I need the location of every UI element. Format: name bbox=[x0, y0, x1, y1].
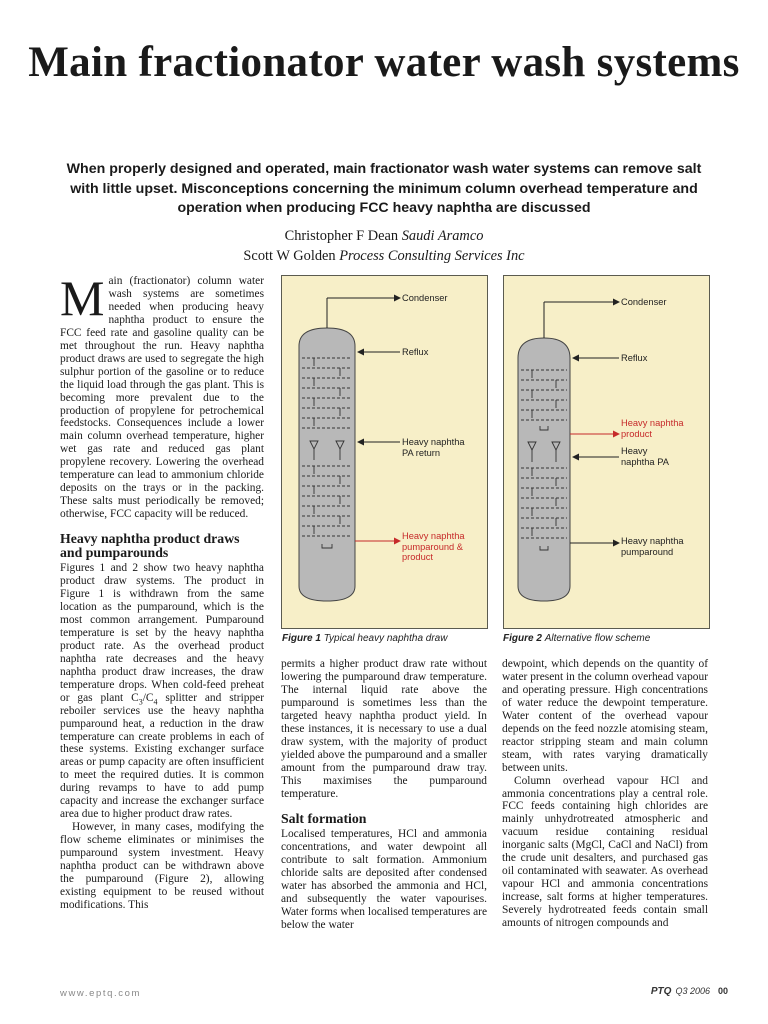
author-1 bbox=[0, 226, 768, 246]
text-column-3 bbox=[502, 658, 708, 930]
product-label: Heavy naphtha product bbox=[621, 418, 684, 439]
column-vessel bbox=[518, 338, 570, 601]
body-paragraph: However, in many cases, modifying the flow scheme eliminates or minimises the pumparound system investment. Heavy naphtha product can be withdrawn above the pumparound (Figure 2), allowing existing equipment to be reused without modifications. This bbox=[60, 821, 264, 911]
intro-paragraph bbox=[60, 270, 264, 521]
body-paragraph: dewpoint, which depends on the quantity of water present in the column overhead vapour and operating pressure. High concentrations of water reduce the dewpoint temperature. Water content of the overhead vapour depends on the feed nozzle atomising steam, reactor stripping steam and main column steam, with rates varying dramatically between units. bbox=[502, 658, 708, 774]
footer-website: www.eptq.com bbox=[60, 988, 141, 999]
reflux-label: Reflux bbox=[402, 347, 429, 357]
body-paragraph: Localised temperatures, HCl and ammonia concentrations, and water dewpoint all contribute to salt formation. Ammonium chloride salts are deposited after condensed water has absorbed the ammonia and HCl, and subsequently the water vapourises. Water forms when localised temperatures are below the water bbox=[281, 828, 487, 932]
author-2 bbox=[0, 246, 768, 266]
condenser-label: Condenser bbox=[402, 293, 448, 303]
body-paragraph: Figures 1 and 2 show two heavy naphtha product draw systems. The product in Figure 1 is withdrawn from the same location as the pumparound, which is the most common arrangement. Pumparound temperature is set by the heavy naphtha product rate. As the overhead product naphtha rate decreases and the heavy naphtha product draw increases, the draw temperature drops. When cold-feed preheat or gas plant $C_3/C_4$ splitter and stripper reboiler services use the heavy naphtha pumparound heat, a reduction in the draw temperature can create problems in each of these systems. Existing exchanger surface areas or pump capacity are often insufficient to meet the required duties. It is common during revamps to have to add pump capacity and increase the exchanger surface area due to higher product draw rates. bbox=[60, 562, 264, 821]
author-name: Christopher F Dean bbox=[284, 228, 399, 244]
article-title: Main fractionator water wash systems bbox=[28, 39, 740, 86]
figure-1 bbox=[281, 275, 488, 629]
condenser-label: Condenser bbox=[621, 297, 667, 307]
column-vessel bbox=[299, 328, 355, 601]
author-affiliation: Process Consulting Services Inc bbox=[339, 248, 525, 264]
author-affiliation: Saudi Aramco bbox=[401, 228, 484, 244]
magazine-name: PTQ bbox=[650, 986, 672, 997]
figure-2 bbox=[503, 275, 710, 629]
pa-label: Heavy naphtha PA bbox=[621, 446, 669, 467]
footer-issue bbox=[651, 986, 728, 997]
authors bbox=[0, 226, 768, 266]
pumparound-product-label: Heavy naphtha pumparound & product bbox=[402, 531, 465, 562]
body-paragraph: permits a higher product draw rate without lowering the pumparound draw temperature. The internal liquid rate above the pumparound is sometimes less than the targeted heavy naphtha product yield. In these instances, it is necessary to use a dual draw system, with the majority of product yielded above the pumparound and a smaller amount from the pumparound draw tray. This maximises the pumparound temperature. bbox=[281, 658, 487, 800]
page-number: 00 bbox=[717, 986, 728, 996]
author-name: Scott W Golden bbox=[243, 248, 336, 264]
issue-label: Q3 2006 bbox=[675, 986, 710, 996]
drop-cap: M bbox=[60, 270, 105, 326]
pa-return-label: Heavy naphtha PA return bbox=[402, 437, 465, 458]
reflux-label: Reflux bbox=[621, 353, 648, 363]
text-column-2 bbox=[281, 658, 487, 932]
standfirst: When properly designed and operated, main fractionator wash water systems can remove salt with little upset. Misconceptions concerning the minimum column overhead temperature and operation when producing FCC heavy naphtha are discussed bbox=[66, 161, 702, 216]
section-heading: Heavy naphtha product draws and pumparounds bbox=[60, 531, 240, 561]
figure-1-caption: Figure 1 Typical heavy naphtha draw bbox=[282, 633, 448, 644]
body-paragraph: Column overhead vapour HCl and ammonia concentrations play a central role. FCC feeds containing high chlorides are mainly unhydrotreated atmospheric and vacuum residue containing residual inorganic salts (MgCl, CaCl and NaCl) from the crude unit desalters, and purchased gas oil contaminated with seawater. As overhead vapour HCl and ammonia concentrations increase, salt forms at higher temperatures. Severely hydrotreated feeds contain small amounts of nitrogen compounds and bbox=[502, 774, 708, 930]
figure-2-caption: Figure 2 Alternative flow scheme bbox=[503, 633, 651, 644]
section-heading: Salt formation bbox=[281, 811, 367, 827]
pumparound-label: Heavy naphtha pumparound bbox=[621, 536, 684, 557]
text-column-1 bbox=[60, 270, 264, 912]
intro-text: ain (fractionator) column water wash systems are sometimes needed when producing heavy naphtha product to ensure the FCC feed rate and gasoline quality can be met throughout the run. Heavy naphtha product draws are used to segregate the high sulphur portion of the gasoline or to reduce the liquid load through the gas plant. This is becoming more prevalent due to the production of propylene for petrochemical feedstocks. Consequences include a lower main column overhead temperature, higher wet gas rate and reduced gas plant propylene recovery. Lowering the overhead temperature can lead to ammonium chloride deposits on the trays or in the packing. These salts must periodically be removed; otherwise, FCC capacity will be reduced. bbox=[60, 275, 264, 521]
